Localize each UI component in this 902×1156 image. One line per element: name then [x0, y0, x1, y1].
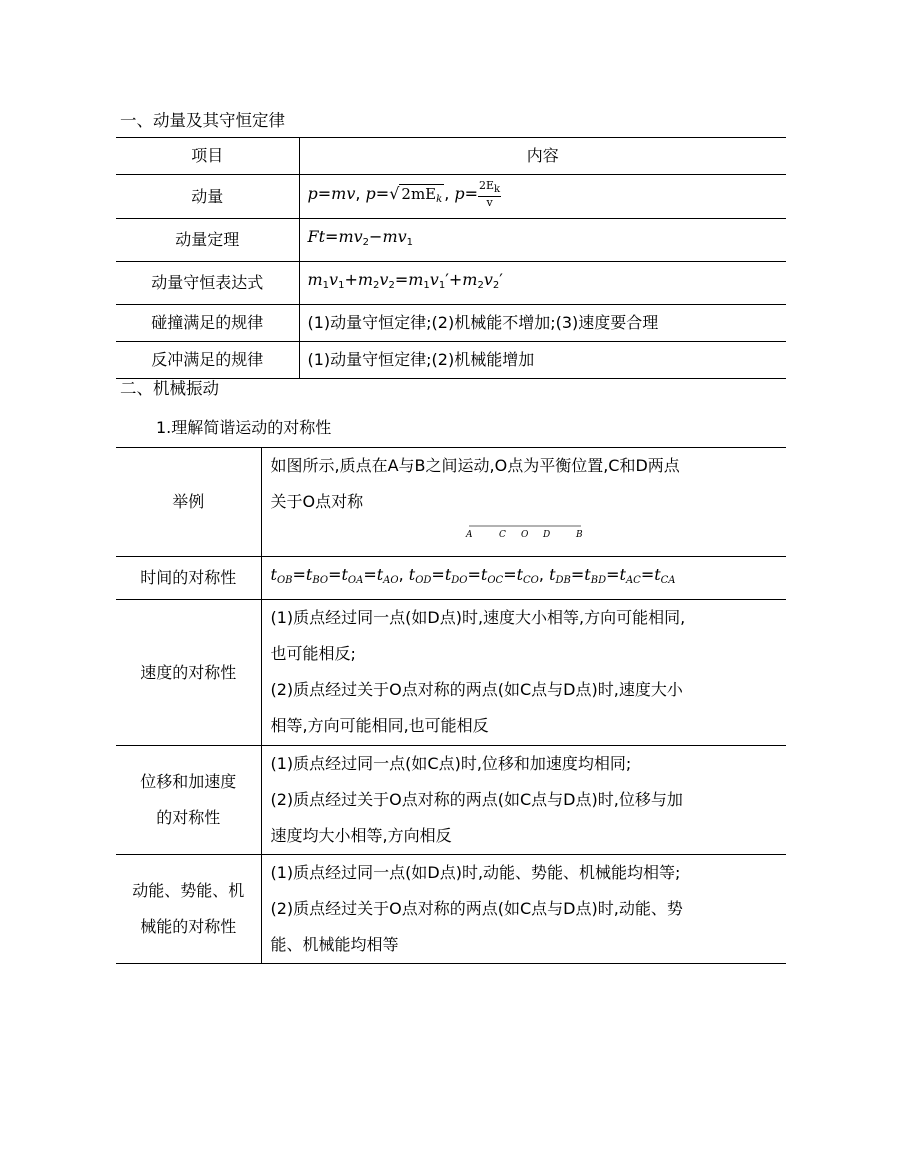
table-row	[116, 305, 786, 342]
oscillation-diagram	[461, 521, 601, 543]
diagram-label-d: D	[542, 530, 550, 540]
header-item: 项目	[116, 138, 299, 175]
momentum-formula: p=mv, p=√ $2mE_k$ , p= $\frac{2E_k}{v}$	[299, 175, 786, 219]
table-row	[116, 175, 786, 219]
content-line: (2)质点经过关于O点对称的两点(如C点与D点)时,位移与加	[270, 790, 683, 809]
row-content	[261, 600, 786, 746]
content-line: 也可能相反;	[270, 644, 356, 663]
label-line: 动能、势能、机	[132, 881, 245, 900]
row-label: 动量	[116, 175, 299, 219]
row-label: 碰撞满足的规律	[116, 305, 299, 342]
content-line: (2)质点经过关于O点对称的两点(如C点与D点)时,速度大小	[270, 680, 683, 699]
momentum-table	[116, 137, 786, 379]
row-content	[261, 746, 786, 855]
time-symmetry-formula: $t_{OB}=t_{BO}=t_{OA}=t_{AO}$, $t_{OD}=t_{DO}=t_{OC}=t_{CO}$, $t_{DB}=t_{BD}=t_{AC}=t_{CA}$	[261, 557, 786, 600]
diagram-label-b: B	[575, 530, 583, 540]
diagram-label-o: O	[520, 530, 528, 540]
content-line: (2)质点经过关于O点对称的两点(如C点与D点)时,动能、势	[270, 899, 683, 918]
content-line: 关于O点对称	[270, 492, 364, 511]
table-row	[116, 746, 786, 855]
row-content: (1)动量守恒定律;(2)机械能增加	[299, 342, 786, 379]
section-2-subheading: 1.理解简谐运动的对称性	[156, 418, 332, 437]
label-line: 的对称性	[156, 808, 221, 827]
section-2-heading: 二、机械振动	[120, 379, 219, 398]
table-row	[116, 557, 786, 600]
diagram-label-a: A	[465, 530, 472, 540]
table-row	[116, 219, 786, 262]
diagram-label-c: C	[498, 530, 506, 540]
row-label: 动量守恒表达式	[116, 262, 299, 305]
row-content: (1)动量守恒定律;(2)机械能不增加;(3)速度要合理	[299, 305, 786, 342]
content-line: 速度均大小相等,方向相反	[270, 826, 452, 845]
impulse-formula: $Ft=mv_2-mv_1$	[299, 219, 786, 262]
content-line: (1)质点经过同一点(如C点)时,位移和加速度均相同;	[270, 754, 632, 773]
header-content: 内容	[299, 138, 786, 175]
row-label: 速度的对称性	[116, 600, 261, 746]
section-1-heading: 一、动量及其守恒定律	[120, 111, 285, 130]
content-line: 能、机械能均相等	[270, 935, 399, 954]
row-label: 时间的对称性	[116, 557, 261, 600]
row-label: 反冲满足的规律	[116, 342, 299, 379]
table-row	[116, 600, 786, 746]
vibration-symmetry-table	[116, 447, 786, 964]
content-line: 相等,方向可能相同,也可能相反	[270, 716, 489, 735]
row-label	[116, 855, 261, 964]
row-label: 动量定理	[116, 219, 299, 262]
label-line: 械能的对称性	[140, 917, 237, 936]
table-row	[116, 262, 786, 305]
conservation-formula: $m_1v_1+m_2v_2=m_1v_1'+m_2v_2'$	[299, 262, 786, 305]
row-content	[261, 855, 786, 964]
table-row	[116, 342, 786, 379]
table-row	[116, 855, 786, 964]
content-line: 如图所示,质点在A与B之间运动,O点为平衡位置,C和D两点	[270, 456, 680, 475]
table-row	[116, 448, 786, 557]
content-line: (1)质点经过同一点(如D点)时,速度大小相等,方向可能相同,	[270, 608, 686, 627]
example-content	[261, 448, 786, 557]
content-line: (1)质点经过同一点(如D点)时,动能、势能、机械能均相等;	[270, 863, 681, 882]
label-line: 位移和加速度	[140, 772, 237, 791]
row-label: 举例	[116, 448, 261, 557]
table-header-row	[116, 138, 786, 175]
row-label	[116, 746, 261, 855]
